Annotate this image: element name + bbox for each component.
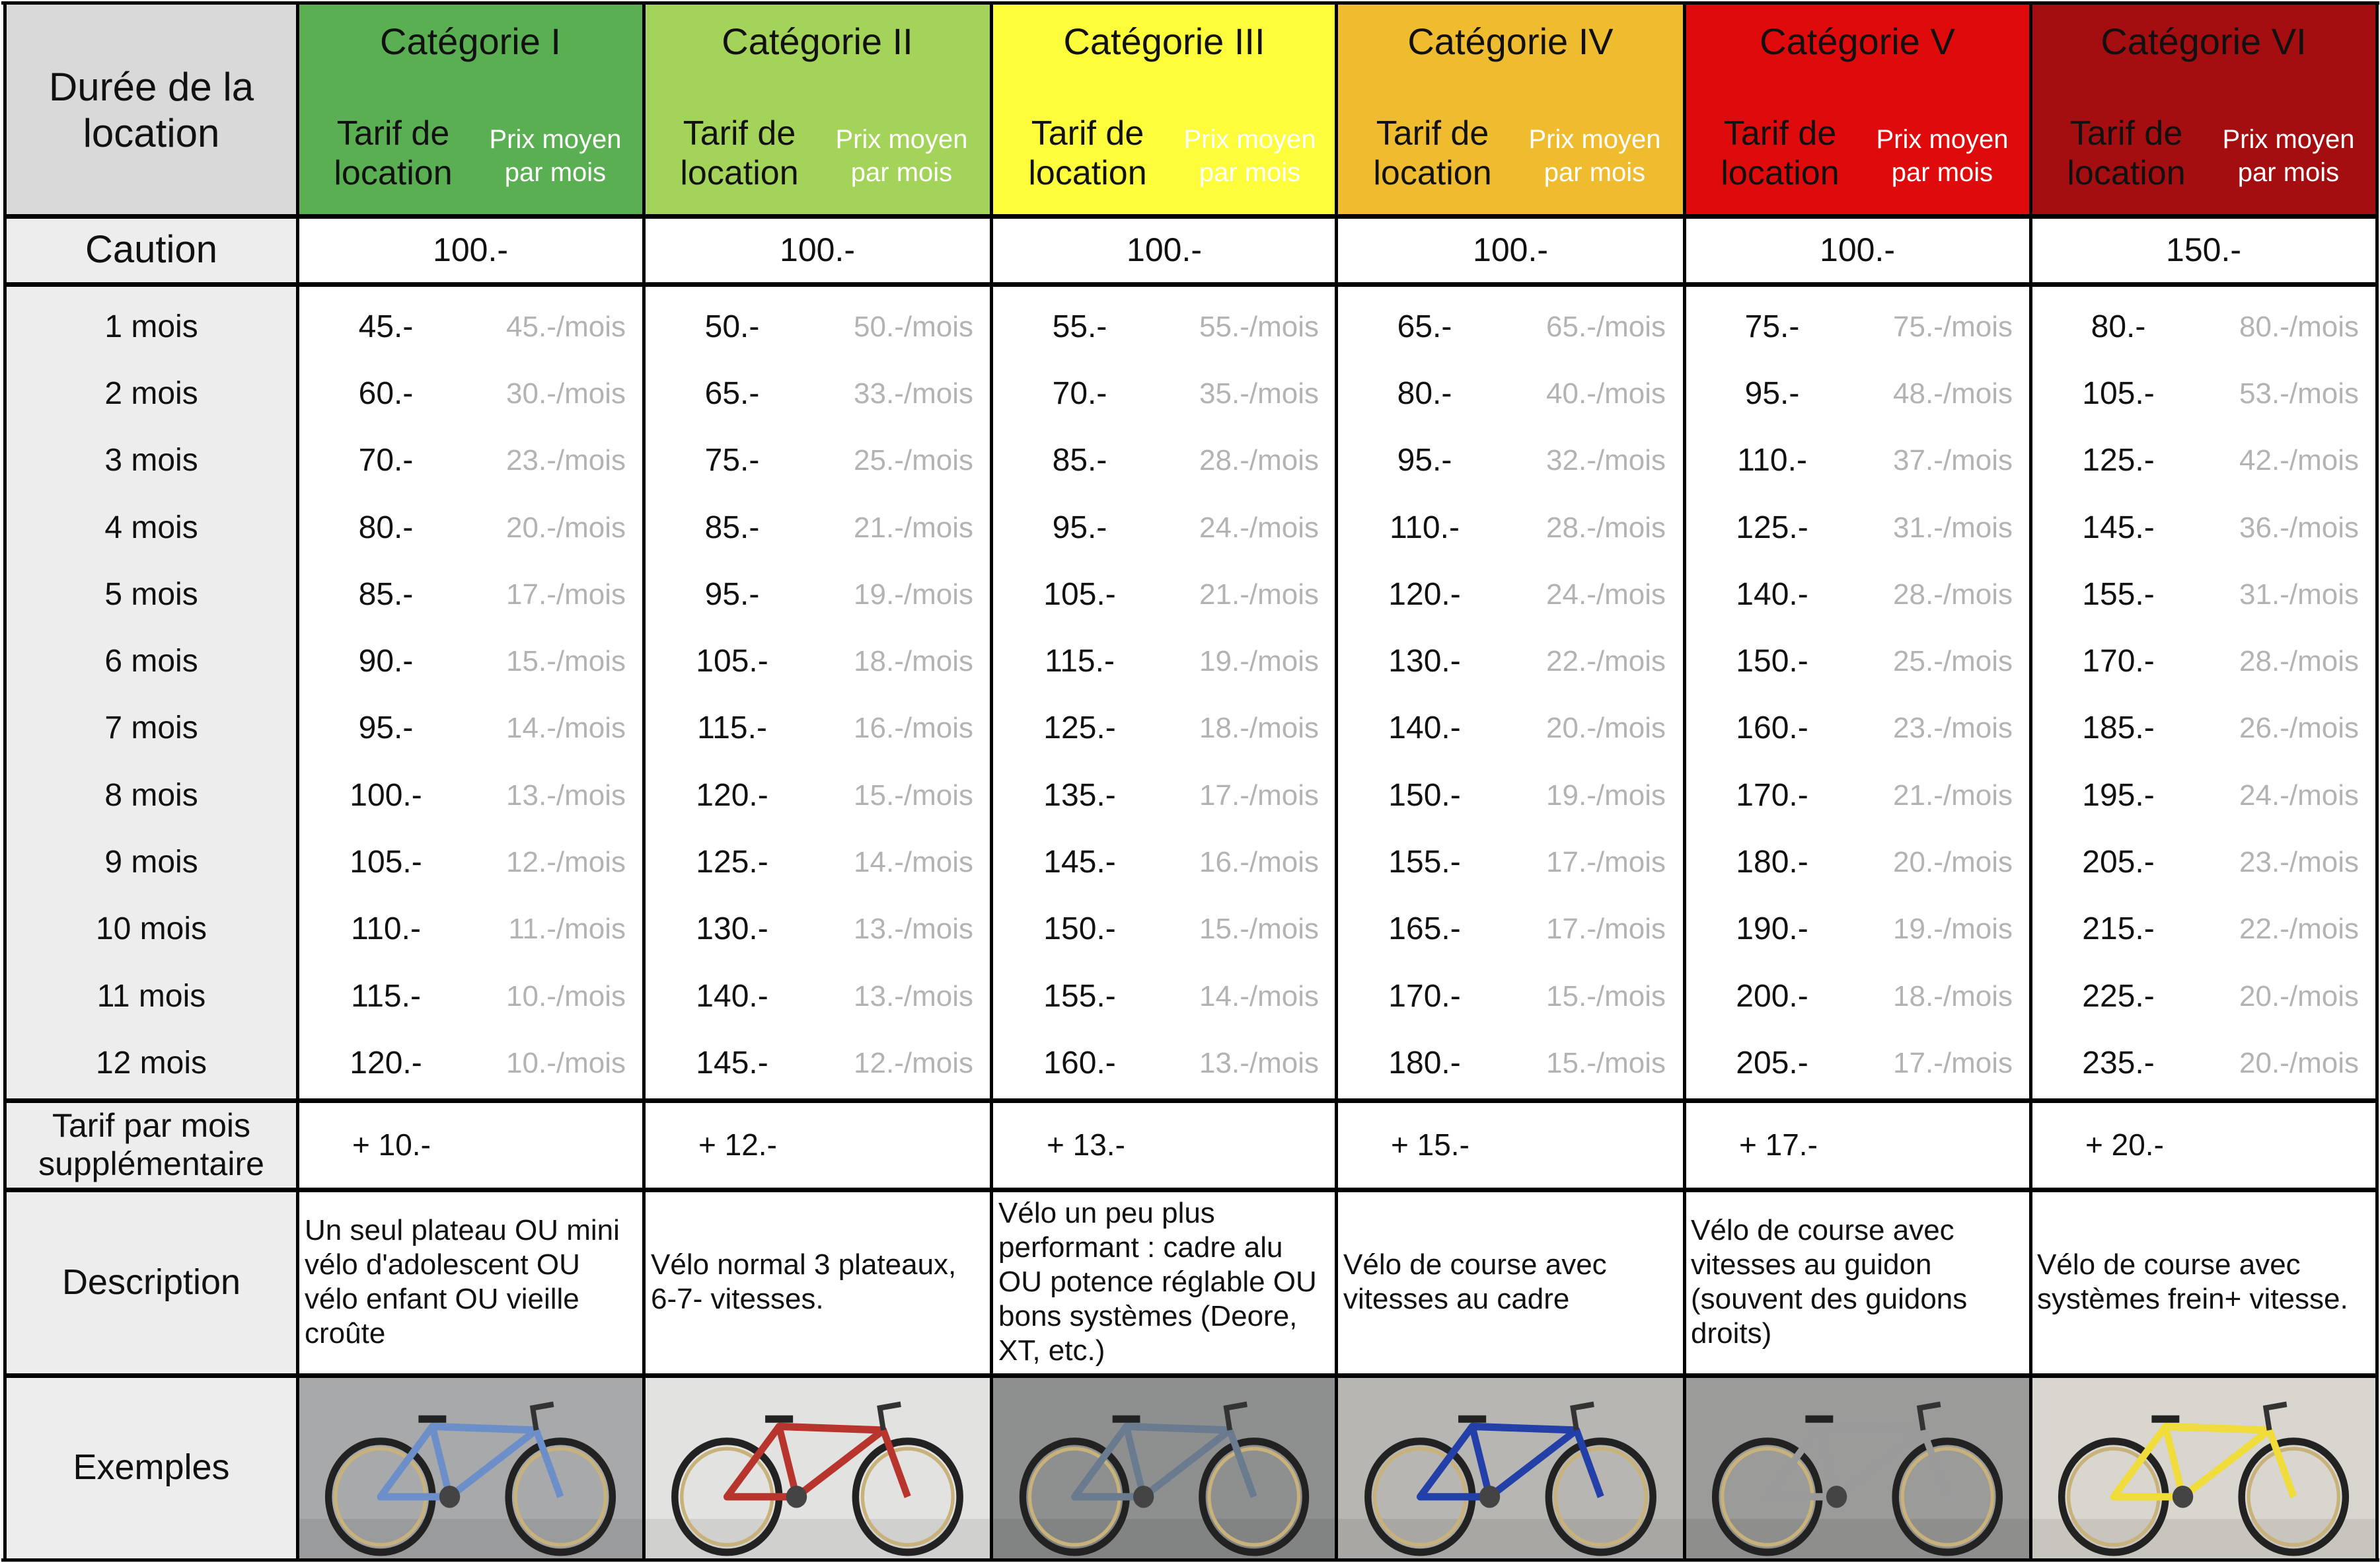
average-per-month: 80.-/mois	[2239, 310, 2359, 343]
month-label: 1 mois	[5, 293, 298, 360]
caution-value: 100.-	[433, 231, 508, 268]
line-extra-bottom	[5, 1188, 2377, 1192]
average-per-month: 24.-/mois	[1199, 511, 1319, 544]
rental-rate: 85.-	[704, 510, 760, 545]
average-per-month: 20.-/mois	[1893, 845, 2013, 878]
average-per-month: 23.-/mois	[506, 443, 626, 477]
rental-rate: 95.-	[358, 710, 414, 745]
rental-rate: 95.-	[1052, 510, 1107, 545]
column-line-2	[642, 1, 646, 1560]
average-per-month: 28.-/mois	[2239, 644, 2359, 677]
month-label: 7 mois	[5, 695, 298, 761]
rental-rate: 140.-	[1736, 577, 1808, 612]
rental-rate: 190.-	[1736, 911, 1808, 946]
average-per-month: 11.-/mois	[508, 912, 626, 945]
column-line-4	[1335, 1, 1338, 1560]
rental-rate: 125.-	[1736, 510, 1808, 545]
rental-rate: 205.-	[1736, 1046, 1808, 1081]
bicycle-icon	[1684, 1375, 2030, 1560]
rental-rate: 85.-	[1052, 443, 1107, 478]
tarif-label: Tarif de location	[680, 114, 799, 192]
rental-rate: 170.-	[2082, 644, 2155, 679]
rental-rate: 145.-	[696, 1046, 768, 1081]
average-per-month: 37.-/mois	[1893, 443, 2013, 477]
average-per-month: 20.-/mois	[2239, 1046, 2359, 1079]
bicycle-photo-cat3	[992, 1375, 1337, 1560]
category-title: Catégorie II	[722, 20, 913, 62]
rental-rate: 145.-	[1043, 845, 1116, 880]
rental-rate: 105.-	[1043, 577, 1116, 612]
average-per-month: 31.-/mois	[1893, 511, 2013, 544]
average-per-month: 20.-/mois	[506, 511, 626, 544]
rental-rate: 60.-	[358, 376, 414, 411]
average-per-month: 35.-/mois	[1199, 377, 1319, 410]
rental-rate: 225.-	[2082, 979, 2155, 1014]
average-per-month: 17.-/mois	[1546, 845, 1666, 878]
prix-label: Prix moyen par mois	[1183, 125, 1316, 187]
average-per-month: 28.-/mois	[1546, 511, 1666, 544]
description-text: Vélo de course avec vitesses au cadre	[1343, 1248, 1607, 1315]
average-per-month: 12.-/mois	[854, 1046, 973, 1079]
rental-rate: 50.-	[704, 309, 760, 344]
rental-rate: 125.-	[1043, 710, 1116, 745]
rental-rate: 155.-	[1043, 979, 1116, 1014]
prix-label: Prix moyen par mois	[1528, 125, 1661, 187]
average-per-month: 14.-/mois	[506, 711, 626, 744]
average-per-month: 15.-/mois	[1546, 979, 1666, 1012]
caution-value: 100.-	[780, 231, 855, 268]
rental-rate: 105.-	[2082, 376, 2155, 411]
average-per-month: 30.-/mois	[506, 377, 626, 410]
average-per-month: 55.-/mois	[1199, 310, 1319, 343]
extra-month-rate: + 20.-	[2085, 1127, 2164, 1162]
line-desc-bottom	[5, 1373, 2377, 1378]
average-per-month: 19.-/mois	[854, 578, 973, 611]
average-per-month: 25.-/mois	[1893, 644, 2013, 677]
average-per-month: 18.-/mois	[854, 644, 973, 677]
caution-value: 100.-	[1473, 231, 1548, 268]
average-per-month: 18.-/mois	[1893, 979, 2013, 1012]
rental-rate: 95.-	[1397, 443, 1452, 478]
average-per-month: 24.-/mois	[2239, 779, 2359, 812]
extra-month-rate: + 15.-	[1391, 1127, 1469, 1162]
rental-rate: 95.-	[1744, 376, 1800, 411]
average-per-month: 12.-/mois	[506, 845, 626, 878]
rental-rate: 150.-	[1043, 911, 1116, 946]
description-text: Vélo de course avec systèmes frein+ vitesse.	[2037, 1248, 2348, 1315]
average-per-month: 65.-/mois	[1546, 310, 1666, 343]
description-label: Description	[5, 1190, 298, 1375]
average-per-month: 20.-/mois	[2239, 979, 2359, 1012]
average-per-month: 17.-/mois	[1546, 912, 1666, 945]
rental-rate: 140.-	[696, 979, 768, 1014]
average-per-month: 32.-/mois	[1546, 443, 1666, 477]
description-text: Vélo normal 3 plateaux, 6-7- vitesses.	[651, 1248, 957, 1315]
category-header-2	[644, 5, 991, 215]
description-text: Un seul plateau OU mini vélo d'adolescent OU vélo enfant OU vieille croûte	[305, 1214, 620, 1350]
average-per-month: 18.-/mois	[1199, 711, 1319, 744]
rental-rate: 55.-	[1052, 309, 1107, 344]
rental-rate: 115.-	[697, 710, 767, 745]
description-text: Vélo de course avec vitesses au guidon (souvent des guidons droits)	[1691, 1214, 1968, 1350]
average-per-month: 23.-/mois	[1893, 711, 2013, 744]
average-per-month: 13.-/mois	[854, 979, 973, 1012]
prix-label: Prix moyen par mois	[489, 125, 622, 187]
average-per-month: 28.-/mois	[1199, 443, 1319, 477]
average-per-month: 28.-/mois	[1893, 578, 2013, 611]
average-per-month: 14.-/mois	[1199, 979, 1319, 1012]
rental-rate: 110.-	[1390, 510, 1460, 545]
duration-header: Durée de la location	[5, 5, 298, 215]
rental-rate: 150.-	[1736, 644, 1808, 679]
average-per-month: 13.-/mois	[506, 779, 626, 812]
rental-rate: 80.-	[1397, 376, 1452, 411]
rental-rate: 130.-	[696, 911, 768, 946]
average-per-month: 17.-/mois	[1893, 1046, 2013, 1079]
average-per-month: 15.-/mois	[854, 779, 973, 812]
bicycle-icon	[2030, 1375, 2377, 1560]
rental-rate: 65.-	[1397, 309, 1452, 344]
average-per-month: 19.-/mois	[1893, 912, 2013, 945]
line-months-bottom	[5, 1098, 2377, 1103]
rental-rate: 125.-	[696, 845, 768, 880]
rental-rate: 125.-	[2082, 443, 2155, 478]
extra-month-label: Tarif par mois supplémentaire	[5, 1100, 298, 1190]
average-per-month: 24.-/mois	[1546, 578, 1666, 611]
description-text: Vélo un peu plus performant : cadre alu OU potence réglable OU bons systèmes (Deore, XT, etc.)	[998, 1197, 1317, 1367]
tarif-label: Tarif de location	[1721, 114, 1840, 192]
caution-value: 100.-	[1820, 231, 1895, 268]
caution-value: 100.-	[1127, 231, 1202, 268]
rental-rate: 80.-	[2091, 309, 2146, 344]
average-per-month: 20.-/mois	[1546, 711, 1666, 744]
average-per-month: 17.-/mois	[506, 578, 626, 611]
tarif-label: Tarif de location	[2067, 114, 2186, 192]
rental-rate: 105.-	[350, 845, 422, 880]
rental-rate: 195.-	[2082, 778, 2155, 813]
category-header-6	[2030, 5, 2377, 215]
line-header-bottom	[5, 214, 2377, 219]
rental-rate: 235.-	[2082, 1046, 2155, 1081]
column-line-7	[2375, 1, 2379, 1560]
bicycle-photo-cat1	[297, 1375, 644, 1560]
rental-rate: 130.-	[1388, 644, 1461, 679]
average-per-month: 19.-/mois	[1546, 779, 1666, 812]
rental-rate: 105.-	[696, 644, 768, 679]
rental-rate: 200.-	[1736, 979, 1808, 1014]
rental-rate: 120.-	[696, 778, 768, 813]
caution-label: Caution	[5, 215, 298, 284]
tarif-label: Tarif de location	[334, 114, 453, 192]
average-per-month: 10.-/mois	[506, 1046, 626, 1079]
average-per-month: 15.-/mois	[1546, 1046, 1666, 1079]
month-label: 12 mois	[5, 1030, 298, 1096]
average-per-month: 22.-/mois	[2239, 912, 2359, 945]
column-line-3	[990, 1, 993, 1560]
prix-label: Prix moyen par mois	[2222, 125, 2355, 187]
category-title: Catégorie VI	[2101, 20, 2307, 62]
column-line-6	[2029, 1, 2032, 1560]
average-per-month: 36.-/mois	[2239, 511, 2359, 544]
average-per-month: 21.-/mois	[1199, 578, 1319, 611]
month-label: 5 mois	[5, 561, 298, 628]
average-per-month: 16.-/mois	[854, 711, 973, 744]
bicycle-photo-cat6	[2030, 1375, 2377, 1560]
category-header-4	[1337, 5, 1684, 215]
category-title: Catégorie IV	[1407, 20, 1614, 62]
average-per-month: 14.-/mois	[854, 845, 973, 878]
bicycle-photo-cat5	[1684, 1375, 2030, 1560]
rental-rate: 160.-	[1736, 710, 1808, 745]
average-per-month: 15.-/mois	[1199, 912, 1319, 945]
month-label: 4 mois	[5, 494, 298, 561]
average-per-month: 53.-/mois	[2239, 377, 2359, 410]
extra-month-rate: + 13.-	[1047, 1127, 1125, 1162]
extra-month-rate: + 17.-	[1739, 1127, 1818, 1162]
rental-rate: 120.-	[1388, 577, 1461, 612]
average-per-month: 15.-/mois	[506, 644, 626, 677]
category-header-5	[1684, 5, 2030, 215]
line-caution-bottom	[5, 282, 2377, 287]
rental-rate: 140.-	[1388, 710, 1461, 745]
rental-rate: 150.-	[1388, 778, 1461, 813]
month-label: 8 mois	[5, 762, 298, 829]
bicycle-icon	[297, 1375, 644, 1560]
average-per-month: 31.-/mois	[2239, 578, 2359, 611]
average-per-month: 45.-/mois	[506, 310, 626, 343]
column-line-5	[1683, 1, 1686, 1560]
category-header-3	[992, 5, 1337, 215]
rental-rate: 70.-	[358, 443, 414, 478]
tarif-label: Tarif de location	[1373, 114, 1492, 192]
rental-rate: 90.-	[358, 644, 414, 679]
rental-rate: 85.-	[358, 577, 414, 612]
average-per-month: 25.-/mois	[854, 443, 973, 477]
category-title: Catégorie I	[380, 20, 561, 62]
average-per-month: 22.-/mois	[1546, 644, 1666, 677]
rental-rate: 110.-	[351, 911, 421, 946]
month-label: 11 mois	[5, 963, 298, 1030]
average-per-month: 26.-/mois	[2239, 711, 2359, 744]
category-header-1	[297, 5, 644, 215]
month-label: 10 mois	[5, 896, 298, 962]
bicycle-icon	[992, 1375, 1337, 1560]
average-per-month: 16.-/mois	[1199, 845, 1319, 878]
column-line-0	[3, 1, 7, 1560]
rental-rate: 180.-	[1736, 845, 1808, 880]
category-title: Catégorie III	[1063, 20, 1265, 62]
rental-rate: 170.-	[1388, 979, 1461, 1014]
average-per-month: 40.-/mois	[1546, 377, 1666, 410]
rental-rate: 160.-	[1043, 1046, 1116, 1081]
month-label: 9 mois	[5, 829, 298, 896]
rental-rate: 185.-	[2082, 710, 2155, 745]
average-per-month: 23.-/mois	[2239, 845, 2359, 878]
category-title: Catégorie V	[1760, 20, 1955, 62]
rental-rate: 80.-	[358, 510, 414, 545]
extra-month-rate: + 12.-	[698, 1127, 777, 1162]
bicycle-icon	[644, 1375, 991, 1560]
rental-rate: 70.-	[1052, 376, 1107, 411]
rental-rate: 155.-	[2082, 577, 2155, 612]
rental-rate: 145.-	[2082, 510, 2155, 545]
column-line-1	[296, 1, 299, 1560]
rental-rate: 170.-	[1736, 778, 1808, 813]
average-per-month: 19.-/mois	[1199, 644, 1319, 677]
rental-rate: 75.-	[704, 443, 760, 478]
average-per-month: 21.-/mois	[854, 511, 973, 544]
month-label: 2 mois	[5, 360, 298, 427]
rental-rate: 165.-	[1388, 911, 1461, 946]
rental-rate: 95.-	[704, 577, 760, 612]
average-per-month: 33.-/mois	[854, 377, 973, 410]
average-per-month: 13.-/mois	[854, 912, 973, 945]
prix-label: Prix moyen par mois	[835, 125, 968, 187]
rental-rate: 45.-	[358, 309, 414, 344]
rental-rate: 155.-	[1388, 845, 1461, 880]
average-per-month: 10.-/mois	[506, 979, 626, 1012]
rental-rate: 180.-	[1388, 1046, 1461, 1081]
rental-rate: 115.-	[1045, 644, 1115, 679]
tarif-label: Tarif de location	[1028, 114, 1147, 192]
rental-rate: 205.-	[2082, 845, 2155, 880]
average-per-month: 13.-/mois	[1199, 1046, 1319, 1079]
average-per-month: 17.-/mois	[1199, 779, 1319, 812]
rental-rate: 215.-	[2082, 911, 2155, 946]
bicycle-icon	[1337, 1375, 1684, 1560]
prix-label: Prix moyen par mois	[1876, 125, 2009, 187]
month-label: 6 mois	[5, 628, 298, 695]
caution-value: 150.-	[2166, 231, 2241, 268]
bicycle-photo-cat4	[1337, 1375, 1684, 1560]
rental-rate: 75.-	[1744, 309, 1800, 344]
examples-label: Exemples	[5, 1375, 298, 1560]
average-per-month: 42.-/mois	[2239, 443, 2359, 477]
average-per-month: 48.-/mois	[1893, 377, 2013, 410]
rental-rate: 100.-	[350, 778, 422, 813]
average-per-month: 50.-/mois	[854, 310, 973, 343]
rental-rate: 65.-	[704, 376, 760, 411]
rental-rate: 110.-	[1737, 443, 1807, 478]
border-top	[1, 1, 2379, 5]
bicycle-photo-cat2	[644, 1375, 991, 1560]
extra-month-rate: + 10.-	[352, 1127, 431, 1162]
border-bottom	[1, 1558, 2379, 1562]
rental-rate: 115.-	[351, 979, 421, 1014]
average-per-month: 75.-/mois	[1893, 310, 2013, 343]
average-per-month: 21.-/mois	[1893, 779, 2013, 812]
month-label: 3 mois	[5, 427, 298, 494]
rental-rate: 120.-	[350, 1046, 422, 1081]
rental-rate: 135.-	[1043, 778, 1116, 813]
